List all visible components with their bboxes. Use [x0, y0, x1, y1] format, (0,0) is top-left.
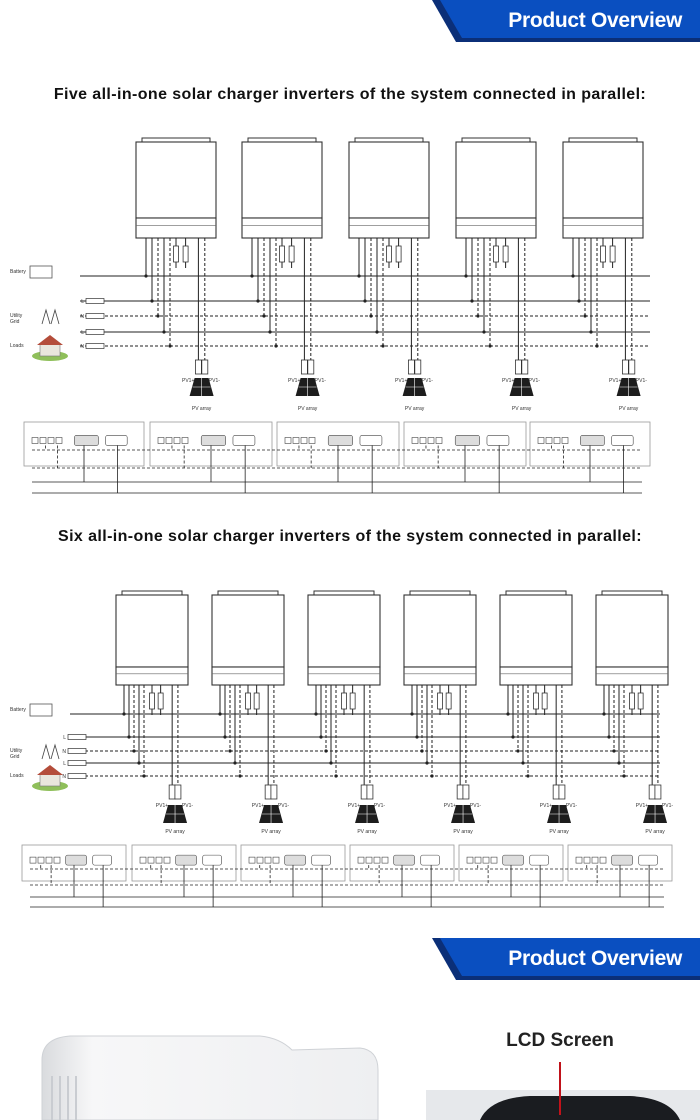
inverter-product-photo — [30, 1030, 390, 1120]
junction-dot — [506, 712, 509, 715]
terminal-icon — [600, 857, 606, 863]
junction-dot — [127, 735, 130, 738]
pv-fuse-icon — [629, 360, 635, 374]
junction-dot — [142, 774, 145, 777]
pv-fuse-icon — [367, 785, 373, 799]
junction-dot — [526, 774, 529, 777]
junction-dot — [470, 299, 473, 302]
junction-dot — [150, 299, 153, 302]
pv-array-label: PV array — [261, 829, 281, 835]
terminal-icon — [56, 437, 62, 443]
lcd-screen-label: LCD Screen — [506, 1030, 614, 1051]
db-port-icon — [328, 435, 352, 445]
terminal-block — [68, 774, 86, 779]
junction-dot — [425, 761, 428, 764]
line-tag: N — [80, 344, 84, 350]
terminal-icon — [576, 857, 582, 863]
pv-fuse-icon — [415, 360, 421, 374]
pv-negative-label: PV1- — [181, 803, 194, 809]
inverter-unit — [136, 138, 216, 238]
pv-positive-label: PV1+ — [539, 803, 553, 809]
terminal-icon — [48, 437, 54, 443]
terminal-icon — [592, 857, 598, 863]
junction-dot — [334, 774, 337, 777]
inverter-unit — [596, 591, 668, 685]
terminal-icon — [164, 857, 170, 863]
pv-array-label: PV array — [165, 829, 185, 835]
terminal-icon — [38, 857, 44, 863]
inverter-unit — [404, 591, 476, 685]
fuse-icon — [534, 693, 539, 709]
line-tag: L — [63, 735, 66, 741]
pv-fuse-icon — [361, 785, 367, 799]
inverter-bottom-panel — [500, 667, 572, 685]
junction-dot — [607, 735, 610, 738]
terminal-icon — [546, 437, 552, 443]
utility-label: Utility — [10, 313, 23, 319]
product-overview-banner — [432, 0, 700, 42]
terminal-icon — [249, 857, 255, 863]
line-tag: L — [81, 299, 84, 305]
terminal-icon — [40, 437, 46, 443]
pv-fuse-icon — [649, 785, 655, 799]
db-port-icon — [312, 855, 331, 865]
junction-dot — [256, 299, 259, 302]
inverter-body — [596, 595, 668, 667]
inverter-body — [116, 595, 188, 667]
junction-dot — [571, 274, 574, 277]
db-port-icon — [455, 435, 479, 445]
fuse-icon — [638, 693, 643, 709]
inverter-unit — [242, 138, 322, 238]
pv-fuse-icon — [265, 785, 271, 799]
pv-fuse-icon — [622, 360, 628, 374]
battery-icon — [30, 704, 52, 716]
pv-negative-label: PV1- — [528, 378, 540, 384]
pv-positive-label: PV1+ — [155, 803, 169, 809]
terminal-icon — [554, 437, 560, 443]
junction-dot — [319, 735, 322, 738]
pv-negative-label: PV1- — [208, 378, 220, 384]
junction-dot — [363, 299, 366, 302]
inverter-unit — [116, 591, 188, 685]
lcd-screen-callout — [420, 1060, 700, 1120]
utility-pylon-icon — [42, 310, 59, 324]
inverter-body — [308, 595, 380, 667]
banner-title: Product Overview — [508, 9, 682, 32]
junction-dot — [589, 330, 592, 333]
db-port-icon — [394, 855, 415, 865]
pv-positive-label: PV1+ — [635, 803, 649, 809]
pv-positive-label: PV1+ — [347, 803, 361, 809]
inverter-bottom-panel — [242, 218, 322, 238]
house-roof — [37, 765, 63, 775]
junction-dot — [238, 774, 241, 777]
pv-fuse-icon — [169, 785, 175, 799]
pv-fuse-icon — [175, 785, 181, 799]
battery-icon — [30, 266, 52, 278]
pv-negative-label: PV1- — [277, 803, 290, 809]
junction-dot — [369, 314, 372, 317]
inverter-unit — [308, 591, 380, 685]
pv-array-label: PV array — [511, 406, 532, 412]
grid-label: Grid — [10, 754, 20, 760]
inverter-body — [349, 142, 429, 218]
inverter-bottom-panel — [563, 218, 643, 238]
db-port-icon — [421, 855, 440, 865]
db-port-icon — [93, 855, 112, 865]
inverter-bottom-panel — [404, 667, 476, 685]
fuse-icon — [246, 693, 251, 709]
db-port-icon — [612, 435, 634, 445]
five-inverters-heading: Five all-in-one solar charger inverters of the system connected in parallel: — [53, 86, 647, 103]
junction-dot — [415, 735, 418, 738]
terminal-icon — [46, 857, 52, 863]
fuse-icon — [396, 246, 401, 262]
junction-dot — [430, 774, 433, 777]
utility-pylon-icon — [42, 745, 59, 759]
terminal-icon — [174, 437, 180, 443]
fuse-icon — [494, 246, 499, 262]
battery-label: Battery — [10, 269, 26, 275]
terminal-icon — [30, 857, 36, 863]
fuse-icon — [630, 693, 635, 709]
terminal-icon — [374, 857, 380, 863]
terminal-icon — [54, 857, 60, 863]
terminal-icon — [428, 437, 434, 443]
db-port-icon — [487, 435, 509, 445]
junction-dot — [132, 749, 135, 752]
junction-dot — [577, 299, 580, 302]
line-tag: N — [62, 749, 66, 755]
junction-dot — [602, 712, 605, 715]
terminal-icon — [32, 437, 38, 443]
inverter-body — [563, 142, 643, 218]
pv-fuse-icon — [457, 785, 463, 799]
pv-negative-label: PV1- — [635, 378, 647, 384]
junction-dot — [156, 314, 159, 317]
pv-array-label: PV array — [357, 829, 377, 835]
terminal-icon — [584, 857, 590, 863]
terminal-icon — [538, 437, 544, 443]
inverter-unit — [563, 138, 643, 238]
junction-dot — [144, 274, 147, 277]
junction-dot — [262, 314, 265, 317]
junction-dot — [583, 314, 586, 317]
db-port-icon — [360, 435, 382, 445]
pv-fuse-icon — [522, 360, 528, 374]
terminal-icon — [467, 857, 473, 863]
inverter-bottom-panel — [349, 218, 429, 238]
junction-dot — [516, 749, 519, 752]
inverter-body — [242, 142, 322, 218]
pv-negative-label: PV1- — [314, 378, 326, 384]
pv-array-label: PV array — [453, 829, 473, 835]
terminal-icon — [382, 857, 388, 863]
six-inverter-wiring-diagram — [0, 575, 700, 915]
pv-positive-label: PV1+ — [443, 803, 457, 809]
inverter-unit — [500, 591, 572, 685]
line-tag: L — [63, 761, 66, 767]
inverter-bottom-panel — [308, 667, 380, 685]
pylon — [51, 310, 59, 324]
terminal-block — [86, 314, 104, 319]
junction-dot — [622, 774, 625, 777]
terminal-icon — [140, 857, 146, 863]
terminal-icon — [412, 437, 418, 443]
pv-positive-label: PV1+ — [395, 378, 408, 384]
fuse-icon — [438, 693, 443, 709]
junction-dot — [233, 761, 236, 764]
terminal-block — [68, 735, 86, 740]
terminal-block — [86, 299, 104, 304]
inverter-bottom-panel — [136, 218, 216, 238]
db-port-icon — [74, 435, 98, 445]
terminal-icon — [491, 857, 497, 863]
pv-fuse-icon — [195, 360, 201, 374]
line-tag: N — [80, 314, 84, 320]
pv-fuse-icon — [655, 785, 661, 799]
fuse-icon — [610, 246, 615, 262]
terminal-icon — [436, 437, 442, 443]
junction-dot — [168, 344, 171, 347]
junction-dot — [410, 712, 413, 715]
junction-dot — [329, 761, 332, 764]
pylon — [51, 745, 59, 759]
junction-dot — [521, 761, 524, 764]
junction-dot — [274, 344, 277, 347]
pv-fuse-icon — [301, 360, 307, 374]
fuse-icon — [601, 246, 606, 262]
junction-dot — [223, 735, 226, 738]
banner-title: Product Overview — [508, 947, 682, 970]
product-overview-banner-2 — [432, 938, 700, 980]
line-tag: L — [81, 330, 84, 336]
pv-positive-label: PV1+ — [182, 378, 195, 384]
terminal-icon — [158, 437, 164, 443]
pv-array-label: PV array — [618, 406, 639, 412]
loads-label: Loads — [10, 343, 24, 349]
loads-label: Loads — [10, 773, 24, 779]
pv-negative-label: PV1- — [661, 803, 674, 809]
six-inverters-heading: Six all-in-one solar charger inverters of the system connected in parallel: — [58, 528, 642, 545]
junction-dot — [482, 330, 485, 333]
inverter-body — [456, 142, 536, 218]
pv-array-label: PV array — [645, 829, 665, 835]
junction-dot — [511, 735, 514, 738]
inverter-body — [136, 142, 216, 218]
db-port-icon — [106, 435, 128, 445]
db-port-icon — [203, 855, 222, 865]
terminal-icon — [420, 437, 426, 443]
fuse-icon — [158, 693, 163, 709]
fuse-icon — [387, 246, 392, 262]
pv-negative-label: PV1- — [565, 803, 578, 809]
terminal-icon — [265, 857, 271, 863]
terminal-block — [86, 330, 104, 335]
fuse-icon — [350, 693, 355, 709]
fuse-icon — [542, 693, 547, 709]
terminal-icon — [475, 857, 481, 863]
inverter-bottom-panel — [212, 667, 284, 685]
inverter-body — [212, 595, 284, 667]
battery-label: Battery — [10, 707, 26, 713]
junction-dot — [122, 712, 125, 715]
db-port-icon — [639, 855, 658, 865]
terminal-block — [68, 749, 86, 754]
junction-dot — [162, 330, 165, 333]
db-port-icon — [580, 435, 604, 445]
terminal-block — [86, 344, 104, 349]
junction-dot — [314, 712, 317, 715]
fuse-icon — [280, 246, 285, 262]
terminal-block — [68, 761, 86, 766]
terminal-icon — [156, 857, 162, 863]
pv-fuse-icon — [308, 360, 314, 374]
inverter-bottom-panel — [116, 667, 188, 685]
house-icon — [32, 335, 68, 361]
terminal-icon — [166, 437, 172, 443]
fuse-icon — [289, 246, 294, 262]
junction-dot — [137, 761, 140, 764]
fuse-icon — [150, 693, 155, 709]
junction-dot — [617, 761, 620, 764]
terminal-icon — [301, 437, 307, 443]
junction-dot — [250, 274, 253, 277]
inverter-bottom-panel — [456, 218, 536, 238]
terminal-icon — [483, 857, 489, 863]
pv-fuse-icon — [202, 360, 208, 374]
terminal-icon — [309, 437, 315, 443]
pv-array-label: PV array — [191, 406, 212, 412]
pv-array-label: PV array — [297, 406, 318, 412]
house-wall — [40, 774, 60, 786]
pv-fuse-icon — [271, 785, 277, 799]
utility-label: Utility — [10, 748, 23, 754]
pv-fuse-icon — [408, 360, 414, 374]
junction-dot — [218, 712, 221, 715]
fuse-icon — [174, 246, 179, 262]
junction-dot — [595, 344, 598, 347]
db-port-icon — [285, 855, 306, 865]
db-port-icon — [66, 855, 87, 865]
house-wall — [40, 344, 60, 356]
inverter-unit — [456, 138, 536, 238]
pv-array-label: PV array — [549, 829, 569, 835]
db-port-icon — [612, 855, 633, 865]
pv-fuse-icon — [463, 785, 469, 799]
terminal-icon — [366, 857, 372, 863]
terminal-icon — [257, 857, 263, 863]
fuse-icon — [446, 693, 451, 709]
line-tag: N — [62, 774, 66, 780]
terminal-icon — [182, 437, 188, 443]
pylon — [42, 745, 50, 759]
inverter-unit — [212, 591, 284, 685]
terminal-icon — [293, 437, 299, 443]
terminal-icon — [562, 437, 568, 443]
junction-dot — [476, 314, 479, 317]
pv-negative-label: PV1- — [421, 378, 433, 384]
pv-positive-label: PV1+ — [251, 803, 265, 809]
db-port-icon — [201, 435, 225, 445]
junction-dot — [381, 344, 384, 347]
pv-negative-label: PV1- — [469, 803, 482, 809]
pv-positive-label: PV1+ — [502, 378, 515, 384]
five-inverter-wiring-diagram — [0, 120, 700, 510]
pv-positive-label: PV1+ — [609, 378, 622, 384]
pv-fuse-icon — [553, 785, 559, 799]
inverter-unit — [349, 138, 429, 238]
pylon — [42, 310, 50, 324]
fuse-icon — [503, 246, 508, 262]
pv-array-label: PV array — [404, 406, 425, 412]
grid-label: Grid — [10, 319, 20, 325]
junction-dot — [375, 330, 378, 333]
inverter-bottom-panel — [596, 667, 668, 685]
pv-negative-label: PV1- — [373, 803, 386, 809]
terminal-icon — [285, 437, 291, 443]
fuse-icon — [183, 246, 188, 262]
terminal-icon — [358, 857, 364, 863]
junction-dot — [357, 274, 360, 277]
db-port-icon — [233, 435, 255, 445]
junction-dot — [228, 749, 231, 752]
terminal-icon — [273, 857, 279, 863]
junction-dot — [488, 344, 491, 347]
db-port-icon — [530, 855, 549, 865]
fuse-icon — [342, 693, 347, 709]
junction-dot — [324, 749, 327, 752]
junction-dot — [420, 749, 423, 752]
fuse-icon — [254, 693, 259, 709]
pv-positive-label: PV1+ — [288, 378, 301, 384]
inverter-body — [404, 595, 476, 667]
house-roof — [37, 335, 63, 345]
junction-dot — [464, 274, 467, 277]
pv-fuse-icon — [515, 360, 521, 374]
db-port-icon — [503, 855, 524, 865]
terminal-icon — [148, 857, 154, 863]
junction-dot — [268, 330, 271, 333]
inverter-body — [500, 595, 572, 667]
junction-dot — [612, 749, 615, 752]
db-port-icon — [176, 855, 197, 865]
pv-fuse-icon — [559, 785, 565, 799]
